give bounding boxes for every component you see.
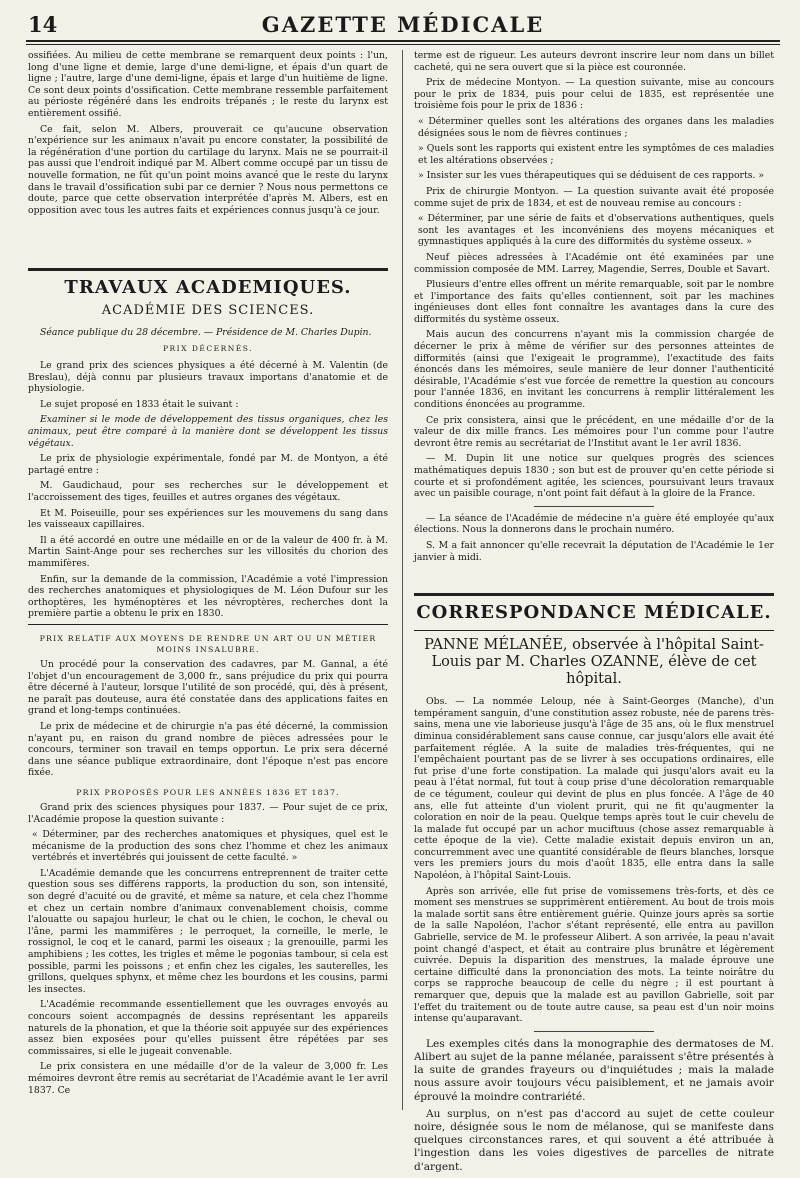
paragraph: Prix de médecine Montyon. — La question suivante, mise au concours pour le prix de 1834, puis pour celui de 1835, est représentée une troisième fois pour le prix de 1836 : xyxy=(414,77,774,112)
paragraph: Au surplus, on n'est pas d'accord au sujet de cette couleur noire, désignée sous le nom de mélanose, qui se manifeste dans quelques circonstances rares, et qui souvent a été attribuée à l'ingestion dans les voies digestives de parcelles de nitrate d'argent. xyxy=(414,1107,774,1173)
section-rule-thin xyxy=(414,630,774,631)
paragraph: Le sujet proposé en 1833 était le suivant : xyxy=(40,398,239,410)
paragraph: Un procédé pour la conservation des cadavres, par M. Gannal, a été l'objet d'un encouragement de 3,000 fr., sans préjudice du prix qui pourra être décerné à l'auteur, lorsque l'utilité de son procédé, qui, dès à présent, ne paraît pas douteuse, aura été constatée dans des applications faites en grand et long-temps continuées. xyxy=(28,658,388,717)
quote: « Déterminer, par une série de faits et d'observations authentiques, quels sont les avantages et les inconvéniens des moyens mécaniques et gymnastiques appliqués à la cure des difformités du système osseux. » xyxy=(418,213,774,248)
paragraph: ossifiées. Au milieu de cette membrane se remarquent deux points : l'un, long d'une ligne et demie, large d'une demi-ligne, et épais d'un quart de ligne ; l'autre, large d'une demi-ligne, épais et large d'un huitième de ligne. Ce sont deux points d'ossification. Cette membrane ressemble parfaitement au périoste régénéré dans les endroits trépanés ; le reste du larynx est entièrement ossifié. xyxy=(28,50,388,119)
paragraph: L'Académie recommande essentiellement que les ouvrages envoyés au concours soient accompagnés de dessins représentant les appareils naturels de la phonation, et que la théorie soit appuyée sur des expériences assez bien exposées pour qu'elles puissent être répétées par ses commissaires, si elle le jugeait convenable. xyxy=(28,999,388,1057)
quote: » Quels sont les rapports qui existent entre les symptômes de ces maladies et les altérations observées ; xyxy=(418,143,774,166)
paragraph: Le grand prix des sciences physiques a été décerné à M. Valentin (de Breslau), déjà connu par plusieurs travaux importans d'anatomie et de physiologie. xyxy=(28,360,388,395)
seance-line: Séance publique du 28 décembre. — Présidence de M. Charles Dupin. xyxy=(40,326,372,338)
paragraph: Ce fait, selon M. Albers, prouverait ce qu'aucune observation n'expérience sur les animaux n'avait pu encore constater, la possibilité de la régénération d'une portion du cartilage du larynx. Mais ne se pourrait-il pas aussi que l'endroit indiqué par M. Albert comme occupé par un tissu de nouvelle formation, ne fût qu'un point moins avancé que le reste du larynx dans le travail d'ossification subi par ce dernier ? Nous nous permettons ce doute, parce que cette observation interprétée d'après M. Albers, est en opposition avec tous les autres faits et expériences connus jusqu'à ce jour. xyxy=(28,123,388,216)
journal-title: GAZETTE MÉDICALE xyxy=(261,12,545,37)
page-header xyxy=(28,10,778,44)
quote: « Déterminer, par des recherches anatomiques et physiques, quel est le mécanisme de la production des sons chez l'homme et chez les animaux vertébrés et invertébrés qui jouissent de cette faculté. » xyxy=(32,829,388,864)
section-subtitle: ACADÉMIE DES SCIENCES. xyxy=(101,303,315,319)
paragraph: — La séance de l'Académie de médecine n'a guère été employée qu'aux élections. Nous la donnerons dans le prochain numéro. xyxy=(414,512,774,536)
paragraph: S. M a fait annoncer qu'elle recevrait la députation de l'Académie le 1er janvier à midi. xyxy=(414,539,774,563)
prix-proposes-heading: PRIX PROPOSÉS POUR LES ANNÉES 1836 ET 1837. xyxy=(76,787,340,797)
paragraph: L'Académie demande que les concurrens entreprennent de traiter cette question sous ses différens rapports, la production du son, son intensité, son degré d'acuité ou de gravité, et même sa nature, et cela chez l'homme et chez un certain nombre d'animaux convenablement choisis, comme l'alouatte ou sapajou hurleur, le chat ou le chien, le cochon, le cheval ou l'âne, parmi les mammifères ; le perroquet, la corneille, le merle, le rossignol, le coq et le canard, parmi les oiseaux ; la grenouille, parmi les amphibiens ; les cottes, les trigles et même le pogonias tambour, si cela est possible, parmi les poissons ; et enfin chez les cigales, les sauterelles, les grillons, quelques sphynx, et même chez les bourdons et les cousins, parmi les insectes. xyxy=(28,867,388,995)
paragraph: Les exemples cités dans la monographie des dermatoses de M. Alibert au sujet de la panne mélanée, paraissent s'être présentés à la suite de grandes frayeurs ou d'inquiétudes ; mais la malade nous assure avoir toujours vécu paisiblement, et ne jamais avoir éprouvé la moindre contrariété. xyxy=(414,1037,774,1103)
paragraph: Le prix consistera en une médaille d'or de la valeur de 3,000 fr. Les mémoires devront être remis au secrétariat de l'Académie avant le 1er avril 1837. Ce xyxy=(28,1061,388,1096)
paragraph: Enfin, sur la demande de la commission, l'Académie a voté l'impression des recherches anatomiques et physiologiques de M. Léon Dufour sur les orthoptères, les hyménoptères et les névroptères, recherches dont la première partie a obtenu le prix en 1830. xyxy=(28,573,388,620)
paragraph: Il a été accordé en outre une médaille en or de la valeur de 400 fr. à M. Martin Saint-Ange pour ses recherches sur les villosités du chorion des mammifères. xyxy=(28,534,388,569)
paragraph: Ce prix consistera, ainsi que le précédent, en une médaille d'or de la valeur de dix mille francs. Les mémoires pour l'un comme pour l'autre devront être remis au secrétariat de l'Institut avant le 1er avril 1836. xyxy=(414,414,774,449)
paragraph: terme est de rigueur. Les auteurs devront inscrire leur nom dans un billet cacheté, qui ne sera ouvert que si la pièce est couronnée. xyxy=(414,50,774,73)
paragraph: Mais aucun des concurrens n'ayant mis la commission chargée de décerner le prix à même de vérifier sur des personnes atteintes de difformités (ainsi que l'exigeait le programme), l'exactitude des faits énoncés dans les mémoires, seule manière de leur donner l'authenticité désirable, l'Académie s'est vue forcée de remettre la question au concours pour l'année 1836, en invitant les concurrens à remplir littéralement les conditions énoncées au programme. xyxy=(414,329,774,411)
article-heading: PANNE MÉLANÉE, observée à l'hôpital Saint-Louis par M. Charles OZANNE, élève de cet hôpital. xyxy=(424,637,764,688)
right-column xyxy=(414,50,774,1178)
paragraph: Prix de chirurgie Montyon. — La question suivante avait été proposée comme sujet de prix de 1834, et est de nouveau remise au concours : xyxy=(414,185,774,209)
prix-relatif-heading: PRIX RELATIF AUX MOYENS DE RENDRE UN ART OU UN MÉTIER MOINS INSALUBRE. xyxy=(39,633,377,654)
paragraph: — M. Dupin lit une notice sur quelques progrès des sciences mathématiques depuis 1830 ; son but est de prouver qu'en cette période si courte et si profondément agitée, les sciences, poursuivant leurs travaux avec un paisible courage, n'ont point fait défaut à la gloire de la France. xyxy=(414,453,774,500)
paragraph: Et M. Poiseuille, pour ses expériences sur les mouvemens du sang dans les vaisseaux capillaires. xyxy=(28,507,388,531)
quote: « Déterminer quelles sont les altérations des organes dans les maladies désignées sous le nom de fièvres continues ; xyxy=(418,115,774,139)
header-rule-thin xyxy=(26,44,780,45)
paragraph: Obs. — La nommée Leloup, née à Saint-Georges (Manche), d'un tempérament sanguin, d'une constitution assez robuste, née de parens très-sains, mena une vie laborieuse jusqu'à l'âge de 35 ans, où le flux menstruel diminua considérablement sans cause connue, car jusqu'alors elle avait été parfaitement réglée. A la suite de maladies très-fréquentes, qui ne l'empêchaient pourtant pas de se livrer à ses occupations ordinaires, elle fut prise d'une forte constipation. La malade qui jusqu'alors avait eu la peau à l'état normal, fut tout à coup prise d'une décoloration remarquable de ce tégument, couleur qui devint de plus en plus foncée. A l'âge de 40 ans, elle fut atteinte d'un violent prurit, qui ne fit qu'augmenter la coloration en noir de la peau. Quelque temps après tout le cuir chevelu de la malade fut occupé par un achor muciftuus (chose assez remarquable à cette époque de la vie). Cette maladie existait depuis environ un an, concurremment avec une quantité considérable de fleurs blanches, lorsque vers les premiers jours du mois d'août 1835, elle entra dans la salle Napoléon, à l'hôpital Saint-Louis. xyxy=(414,696,774,882)
left-column xyxy=(28,50,388,1100)
section-title-travaux: TRAVAUX ACADEMIQUES. xyxy=(64,277,352,299)
paragraph: Neuf pièces adressées à l'Académie ont été examinées par une commission composée de MM. Larrey, Magendie, Serres, Double et Savart. xyxy=(414,251,774,275)
paragraph: M. Gaudichaud, pour ses recherches sur le développement et l'accroissement des tiges, feuilles et autres organes des végétaux. xyxy=(28,480,388,504)
prix-decernes-heading: PRIX DÉCERNÉS. xyxy=(162,343,254,353)
divider xyxy=(28,624,388,625)
page-number: 14 xyxy=(28,12,58,37)
paragraph: Examiner si le mode de développement des tissus organiques, chez les animaux, peut être comparé à la manière dont se développent les tissus végétaux. xyxy=(28,414,388,449)
divider xyxy=(534,1031,654,1032)
paragraph: Après son arrivée, elle fut prise de vomissemens très-forts, et dès ce moment ses menstrues se supprimèrent entièrement. Au bout de trois mois la malade sortit sans être entièrement guérie. Quinze jours après sa sortie de la salle Napoléon, l'achor s'étant représenté, elle entra au pavillon Gabrielle, service de M. le professeur Alibert. A son arrivée, la peau n'avait point changé d'aspect, et était au contraire plus brunâtre et légèrement cuivrée. Depuis la disparition des menstrues, la malade éprouve une certaine difficulté dans la prononciation des mots. La teinte noirâtre du corps se rapproche beaucoup de celle du nègre ; il est pourtant à remarquer que, depuis que la malade est au pavillon Gabrielle, soit par l'effet du traitement ou de toute autre cause, sa peau est d'un noir moins intense qu'auparavant. xyxy=(414,885,774,1025)
divider xyxy=(534,506,654,507)
spacer xyxy=(28,220,388,268)
section-title-correspondance: CORRESPONDANCE MÉDICALE. xyxy=(416,602,772,624)
paragraph: Plusieurs d'entre elles offrent un mérite remarquable, soit par le nombre et l'importance des faits qu'elles contiennent, soit par les machines ingénieuses dont elles font connaître les avantages dans la cure des difformités du système osseux. xyxy=(414,279,774,325)
column-divider xyxy=(402,50,403,1110)
paragraph: Grand prix des sciences physiques pour 1837. — Pour sujet de ce prix, l'Académie propose la question suivante : xyxy=(28,801,388,825)
paragraph: Le prix de médecine et de chirurgie n'a pas été décerné, la commission n'ayant pu, en raison du grand nombre de pièces adressées pour le concours, terminer son travail en temps opportun. Le prix sera décerné dans une séance publique extraordinaire, dont l'époque n'est pas encore fixée. xyxy=(28,720,388,779)
quote: » Insister sur les vues thérapeutiques qui se déduisent de ces rapports. » xyxy=(418,170,765,182)
header-rule xyxy=(26,40,780,42)
paragraph: Le prix de physiologie expérimentale, fondé par M. de Montyon, a été partagé entre : xyxy=(28,453,388,476)
